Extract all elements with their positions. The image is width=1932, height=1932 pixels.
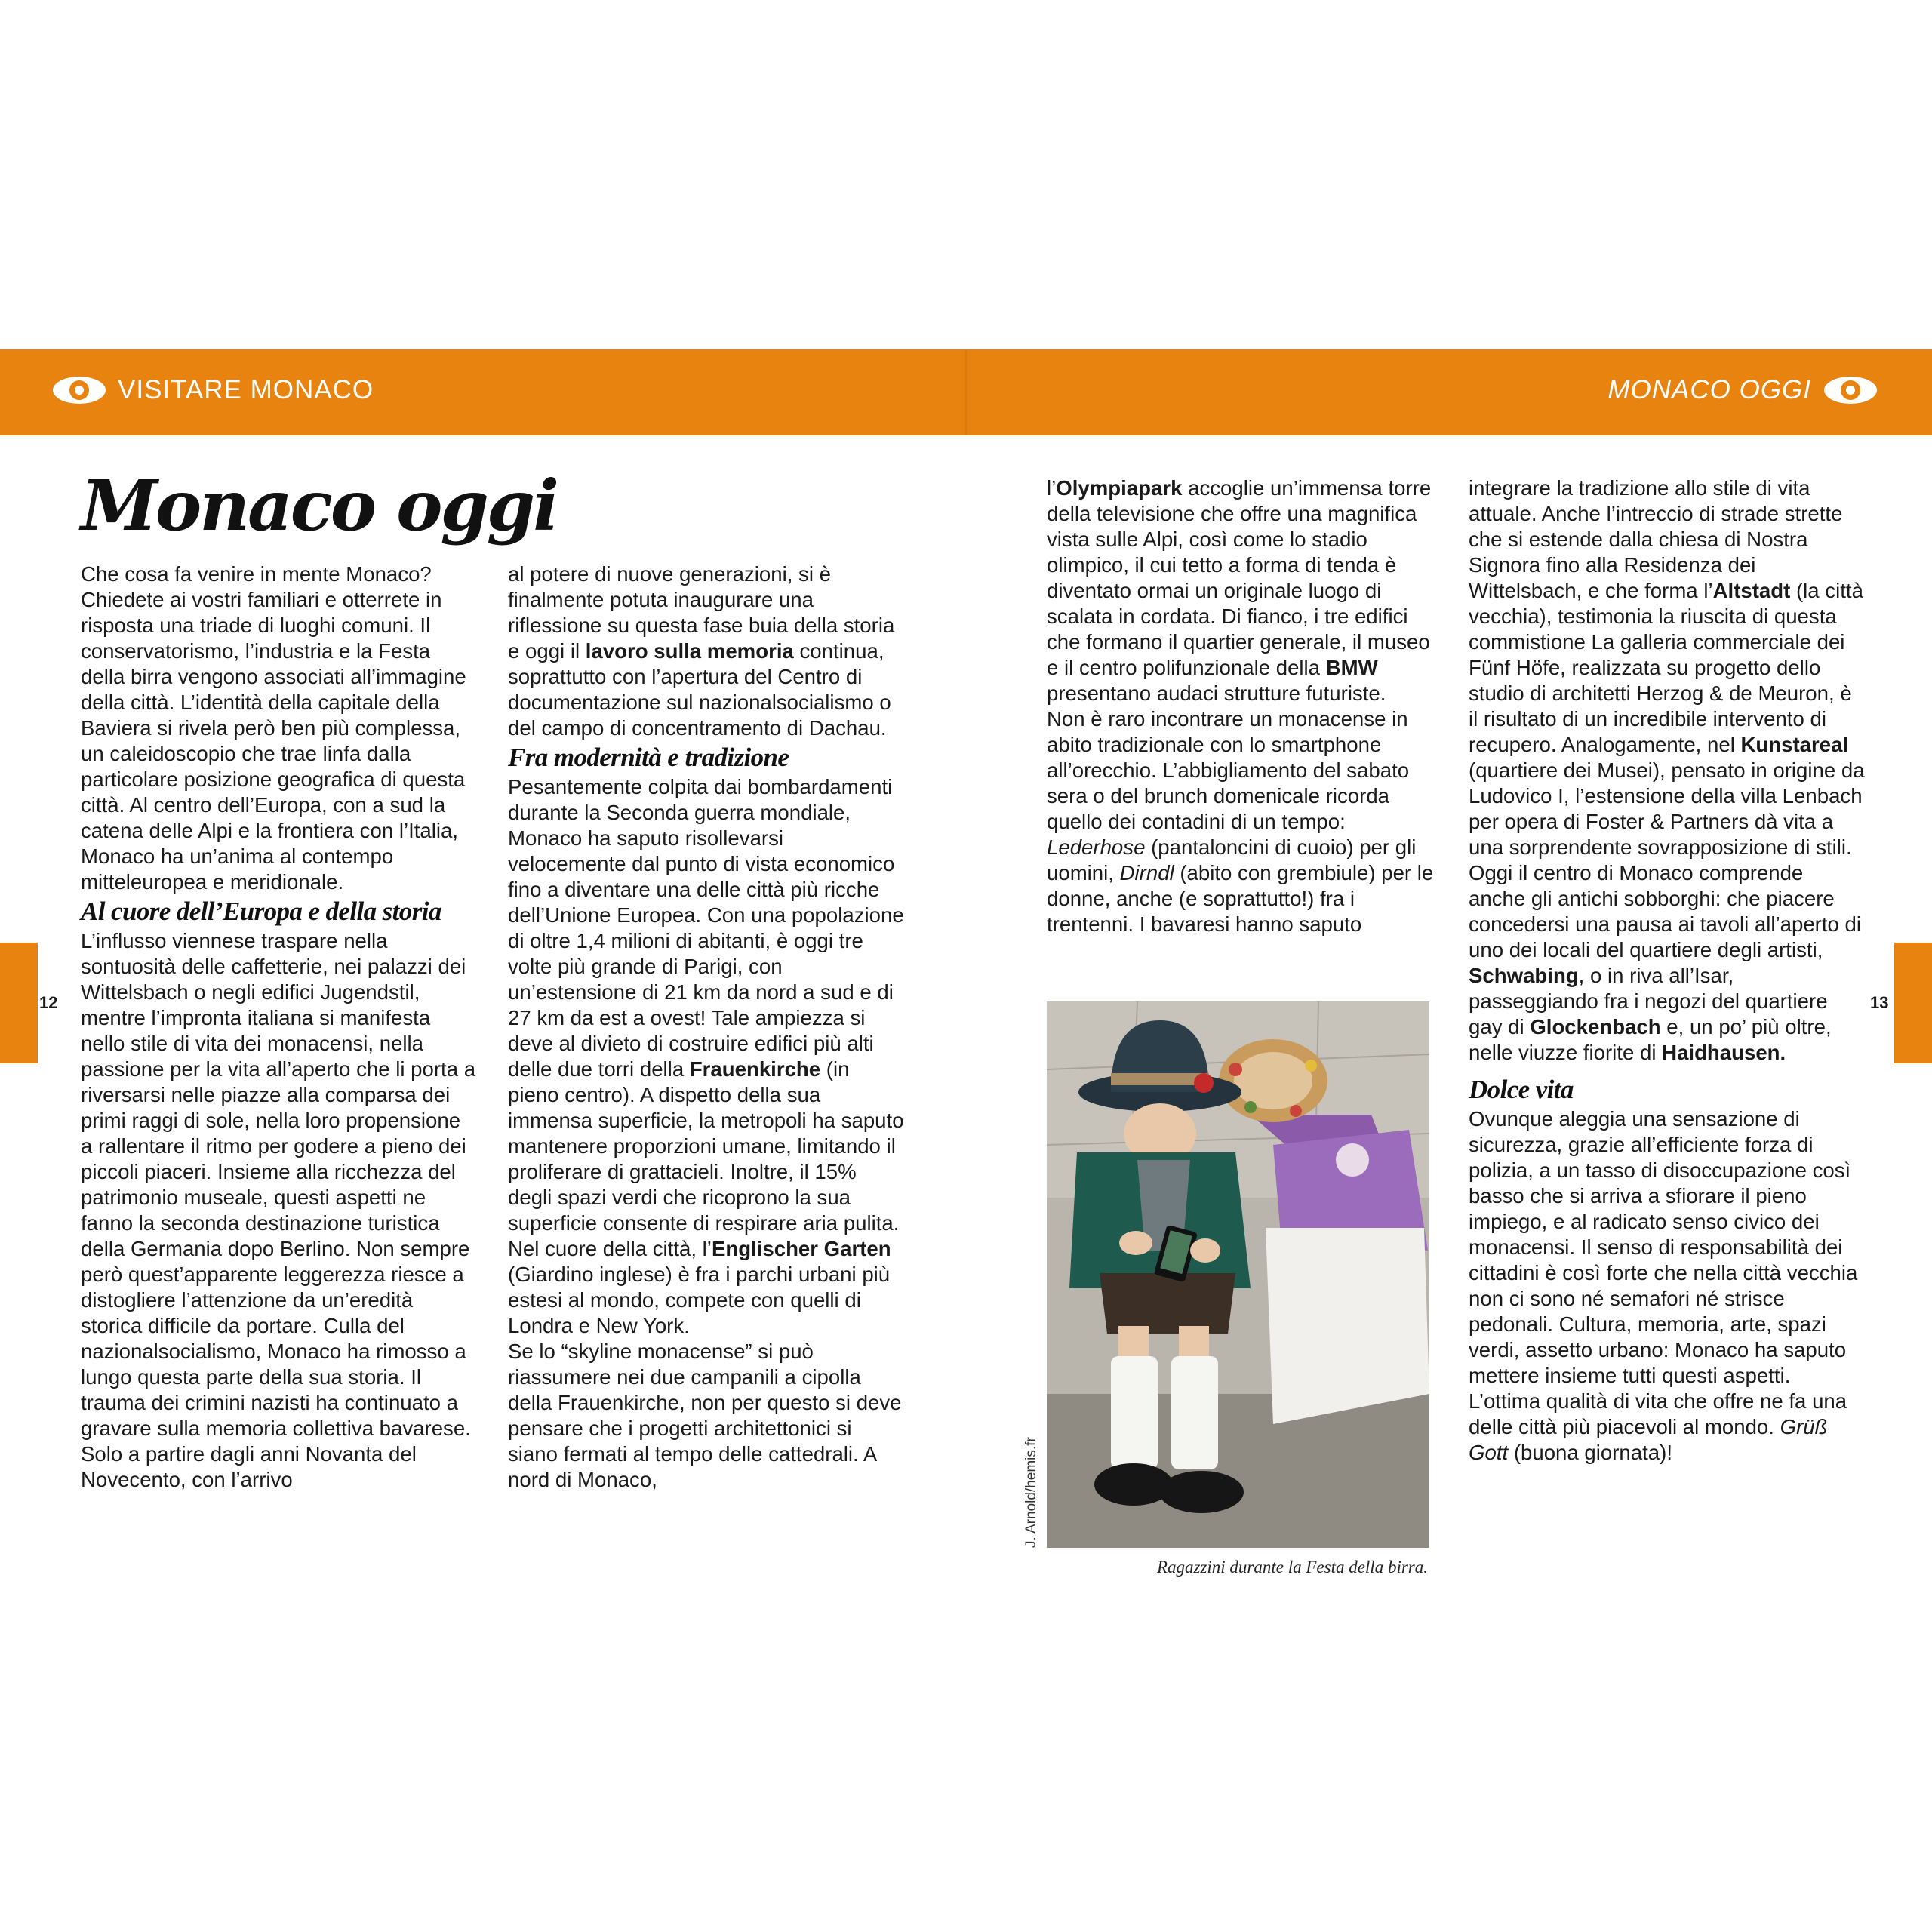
eye-icon: [1823, 374, 1878, 406]
body-paragraph: Se lo “skyline monacense” si può riassumere nei due campanili a cipolla della Frauenkirche, non per questo si deve pensare che i progetti architettonici si siano fermati al tempo delle cattedrali. A nord di Monaco,: [508, 1340, 902, 1491]
text-column-2: [508, 561, 904, 1493]
highlight-term: Frauenkirche: [689, 1057, 821, 1081]
text-column-1: [81, 561, 477, 1493]
page-number-left: 12: [39, 993, 58, 1012]
eye-icon: [51, 374, 107, 406]
section-title-left: VISITARE MONACO: [118, 375, 374, 405]
highlight-term: Kunstareal: [1740, 733, 1849, 756]
highlight-term: lavoro sulla memoria: [585, 639, 794, 663]
photo-illustration: [1047, 1001, 1429, 1548]
body-paragraph: Ovunque aleggia una sensazione di sicurezza, grazie all’efficiente forza di polizia, a un tasso di disoccupazione così basso che si arriva a sfiorare il pieno impiego, e al radicato senso civico dei monacensi. Il senso di responsabilità dei cittadini è così forte che nella città vecchia non ci sono né semafori né strisce pedonali. Cultura, memoria, arte, spazi verdi, assetto urbano: Monaco ha saputo mettere insieme tutti questi aspetti. L’ottima qualità di vita che offre ne fa una delle città più piacevoli al mondo. Grüß Gott (buona giornata)!: [1469, 1107, 1858, 1464]
highlight-term: Englischer Garten: [711, 1237, 891, 1260]
thumb-tab-right: [1894, 943, 1932, 1063]
intro-paragraph: Che cosa fa venire in mente Monaco? Chiedete ai vostri familiari e otterrete in risposta una triade di luoghi comuni. Il conservatorismo, l’industria e la Festa della birra vengono associati all’immagine della città. L’identità della capitale della Baviera si rivela però ben più complessa, un caleidoscopio che trae linfa dalla particolare posizione geografica di questa città. Al centro dell’Europa, con a sud la catena delle Alpi e la frontiera con l’Italia, Monaco ha un’anima al contempo mitteleuropea e meridionale.: [81, 562, 466, 894]
highlight-term: Haidhausen.: [1662, 1041, 1786, 1064]
photo-children-oktoberfest: [1047, 1001, 1429, 1548]
page-title: Monaco oggi: [81, 465, 558, 546]
page-number-right: 13: [1870, 993, 1889, 1012]
page-gutter: [965, 349, 967, 435]
highlight-term: Altstadt: [1712, 579, 1791, 602]
photo-caption: Ragazzini durante la Festa della birra.: [1156, 1558, 1428, 1577]
highlight-term: Glockenbach: [1530, 1015, 1661, 1038]
body-paragraph: l’Olympiapark accoglie un’immensa torre della televisione che offre una magnifica vista sulle Alpi, così come lo stadio olimpico, il cui tetto a forma di tenda è diventato ormai un originale luogo di scalata in cordata. Di fianco, i tre edifici che formano il quartier generale, il museo e il centro polifunzionale della BMW presentano audaci strutture futuriste.: [1047, 476, 1432, 705]
thumb-tab-left: [0, 943, 38, 1063]
section-heading: Dolce vita: [1469, 1075, 1574, 1104]
section-heading: Al cuore dell’Europa e della storia: [81, 897, 441, 926]
section-title-right: MONACO OGGI: [1607, 375, 1811, 405]
body-paragraph: al potere di nuove generazioni, si è finalmente potuta inaugurare una riflessione su questa fase buia della storia e oggi il lavoro sulla memoria continua, soprattutto con l’apertura del Centro di documentazione sul nazionalsocialismo o del campo di concentramento di Dachau.: [508, 562, 895, 740]
photo-credit: J. Arnold/hemis.fr: [1023, 1437, 1039, 1548]
text-column-4: [1469, 475, 1865, 1466]
highlight-term: BMW: [1325, 656, 1378, 679]
body-paragraph: L’influsso viennese traspare nella sontuosità delle caffetterie, nei palazzi dei Wittelsbach o negli edifici Jugendstil, mentre l’impronta italiana si manifesta nello stile di vita dei monacensi, nella passione per la vita all’aperto che li porta a riversarsi nelle piazze alla comparsa dei primi raggi di sole, nella loro propensione a rallentare il ritmo per godere a pieno dei piccoli piaceri. Insieme alla ricchezza del patrimonio museale, questi aspetti ne fanno la seconda destinazione turistica della Germania dopo Berlino. Non sempre però quest’apparente leggerezza riesce a distogliere l’attenzione da un’eredità storica difficile da portare. Culla del nazionalsocialismo, Monaco ha rimosso a lungo questa parte della sua storia. Il trauma dei crimini nazisti ha continuato a gravare sulla memoria collettiva bavarese. Solo a partire dagli anni Novanta del Novecento, con l’arrivo: [81, 929, 476, 1491]
body-paragraph: Non è raro incontrare un monacense in abito tradizionale con lo smartphone all’orecchio. L’abbigliamento del sabato sera o del brunch domenicale ricorda quello dei contadini di un tempo: Lederhose (pantaloncini di cuoio) per gli uomini, Dirndl (abito con grembiule) per le donne, anche (e soprattutto!) fra i trentenni. I bavaresi hanno saputo: [1047, 707, 1434, 936]
text-column-3: [1047, 475, 1443, 937]
body-paragraph: integrare la tradizione allo stile di vita attuale. Anche l’intreccio di strade strette che si estende dalla chiesa di Nostra Signora fino alla Residenza dei Wittelsbach, e che forma l’Altstadt (la città vecchia), testimonia la riuscita di questa commistione La galleria commerciale dei Fünf Höfe, realizzata su progetto dello studio di architetti Herzog & de Meuron, è il risultato di un incredibile intervento di recupero. Analogamente, nel Kunstareal (quartiere dei Musei), pensato in origine da Ludovico I, l’estensione della villa Lenbach per opera di Foster & Partners dà vita a una sorprendente sovrapposizione di stili.: [1469, 476, 1865, 859]
body-paragraph: Oggi il centro di Monaco comprende anche gli antichi sobborghi: che piacere concedersi una pausa ai tavoli all’aperto di uno dei locali del quartiere degli artisti, Schwabing, o in riva all’Isar, passeggiando fra i negozi del quartiere gay di Glockenbach e, un po’ più oltre, nelle viuzze fiorite di Haidhausen.: [1469, 861, 1862, 1064]
highlight-term: Schwabing: [1469, 964, 1579, 987]
body-paragraph: Pesantemente colpita dai bombardamenti durante la Seconda guerra mondiale, Monaco ha saputo risollevarsi velocemente dal punto di vista economico fino a diventare una delle città più ricche dell’Unione Europea. Con una popolazione di oltre 1,4 milioni di abitanti, è oggi tre volte più grande di Parigi, con un’estensione di 21 km da nord a sud e di 27 km da est a ovest! Tale ampiezza si deve al divieto di costruire edifici più alti delle due torri della Frauenkirche (in pieno centro). A dispetto della sua immensa superficie, la metropoli ha saputo mantenere proporzioni umane, limitando il proliferare di grattacieli. Inoltre, il 15% degli spazi verdi che ricoprono la sua superficie consente di respirare aria pulita. Nel cuore della città, l’Englischer Garten (Giardino inglese) è fra i parchi urbani più estesi al mondo, compete con quelli di Londra e New York.: [508, 775, 904, 1337]
highlight-term: Olympiapark: [1056, 476, 1183, 500]
section-heading: Fra modernità e tradizione: [508, 743, 789, 772]
